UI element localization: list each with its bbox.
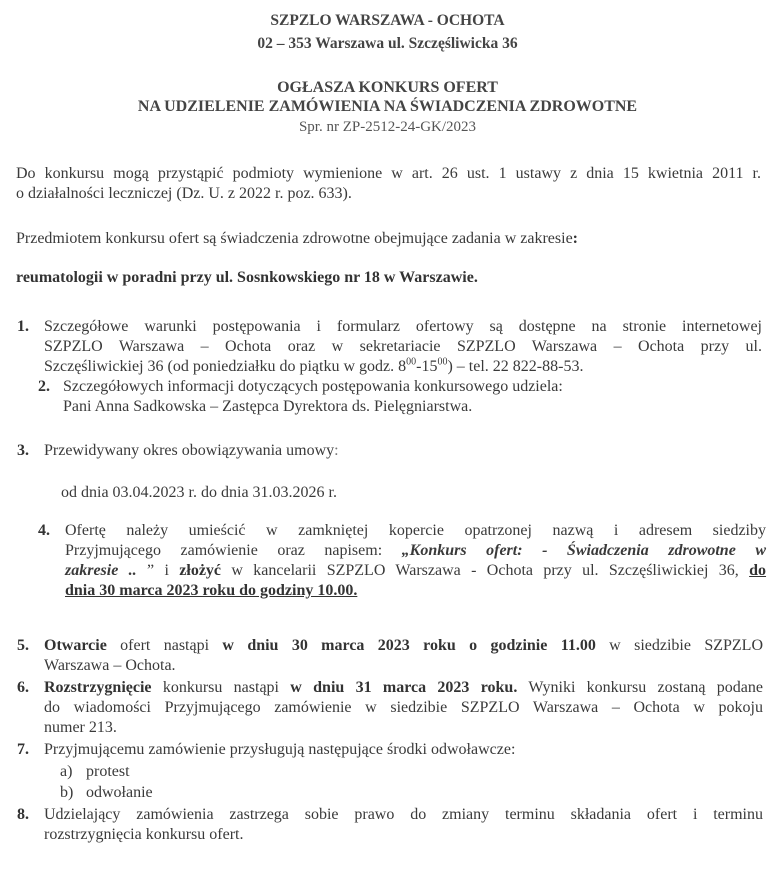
item-4-submit-word: złożyć [179, 562, 222, 579]
item-4-office: w kancelarii SZPZLO Warszawa - Ochota przy ul. Szczęśliwickiej 36, [221, 562, 750, 579]
item-6-line-3: numer 213. [44, 719, 117, 736]
item-7-line-1: Przyjmującemu zamówienie przysługują następujące środki odwoławcze: [44, 741, 516, 758]
scope-text: reumatologii w poradni przy ul. Sosnkowskiego nr 18 w Warszawie. [16, 269, 478, 286]
item-5-number: 5. [17, 637, 29, 654]
item-5-opening: Otwarcie [44, 637, 107, 654]
remedy-a [60, 762, 130, 782]
list-item-2 [38, 377, 758, 417]
item-6-text: konkursu nastąpi [151, 679, 291, 696]
list-item-8 [17, 805, 763, 845]
item-5-line-1 [44, 636, 763, 656]
intro-paragraph [16, 164, 761, 204]
item-7-number: 7. [17, 741, 29, 758]
item-1-sup-2: 00 [437, 356, 448, 368]
title-line-1: OGŁASZA KONKURS OFERT [277, 79, 498, 96]
item-6-line-1 [44, 678, 763, 698]
list-item-4 [38, 521, 766, 601]
item-1-line-2: SZPZLO Warszawa – Ochota oraz w sekretariacie SZPZLO Warszawa – Ochota przy ul. [44, 338, 762, 355]
item-3-number: 3. [17, 442, 29, 459]
case-number: Spr. nr ZP-2512-24-GK/2023 [298, 119, 477, 135]
item-1-line-1: Szczegółowe warunki postępowania i formularz ofertowy są dostępne na stronie internetowej [44, 318, 762, 335]
intro-line-2: o działalności leczniczej (Dz. U. z 2022 r. poz. 633). [16, 185, 352, 202]
org-name: SZPZLO WARSZAWA - OCHOTA [270, 12, 505, 29]
item-1-hours-end: -15 [416, 358, 438, 375]
item-4-label-text: Przyjmującego zamówienie oraz napisem: [65, 542, 402, 559]
list-item-7 [17, 740, 763, 760]
remedy-b-text: odwołanie [86, 784, 153, 801]
item-1-line-3 [44, 357, 762, 377]
remedy-a-text: protest [86, 763, 130, 780]
item-4-quote-close: ” i [147, 562, 180, 579]
item-5-text: ofert nastąpi [106, 637, 223, 654]
item-4-deadline: dnia 30 marca 2023 roku do godziny 10.00. [65, 582, 358, 599]
item-5-date: w dniu 30 marca 2023 roku o godzinie 11.00 [222, 637, 596, 654]
intro-line-1: Do konkursu mogą przystąpić podmioty wymienione w art. 26 ust. 1 ustawy z dnia 15 kwietnia 2011 r. [16, 165, 761, 182]
remedy-b [60, 783, 153, 803]
item-3-line-1: Przewidywany okres obowiązywania umowy [44, 442, 335, 459]
item-4-line-1: Ofertę należy umieścić w zamkniętej kopercie opatrzonej nazwą i adresem siedziby [65, 522, 766, 539]
subject-text: Przedmiotem konkursu ofert są świadczenia zdrowotne obejmujące zadania w zakresie [16, 230, 573, 247]
item-4-line-3 [65, 561, 766, 581]
item-4-deadline-start: do [749, 562, 767, 579]
item-8-line-2: rozstrzygnięcia konkursu ofert. [44, 826, 244, 843]
item-8-line-1: Udzielający zamówienia zastrzega sobie prawo do zmiany terminu składania ofert i terminu [44, 806, 763, 823]
subject-colon: : [572, 230, 578, 247]
item-6-number: 6. [17, 679, 29, 696]
list-item-3 [17, 441, 762, 461]
item-6-date: w dniu 31 marca 2023 roku. [290, 679, 518, 696]
item-6-results: Wyniki konkursu zostaną podane [517, 679, 764, 696]
subject-paragraph [16, 229, 761, 249]
item-4-line-2 [65, 541, 766, 561]
remedy-b-label: b) [60, 784, 74, 801]
item-6-line-2: do wiadomości Przyjmującego zamówienie w siedzibie SZPZLO Warszawa – Ochota w pokoju [44, 699, 763, 716]
list-item-1 [17, 317, 762, 377]
item-4-number: 4. [38, 522, 50, 539]
list-item-6 [17, 678, 763, 738]
title-line-2: NA UDZIELENIE ZAMÓWIENIA NA ŚWIADCZENIA ZDROWOTNE [137, 98, 638, 115]
item-8-number: 8. [17, 806, 29, 823]
item-5-place: w siedzibie SZPZLO [595, 637, 763, 654]
item-2-line-2: Pani Anna Sadkowska – Zastępca Dyrektora ds. Pielęgniarstwa. [63, 398, 473, 415]
item-2-number: 2. [38, 378, 50, 395]
org-address: 02 – 353 Warszawa ul. Szczęśliwicka 36 [257, 35, 518, 52]
item-4-envelope-label-end: zakresie .. [65, 562, 148, 579]
item-1-phone: ) – tel. 22 822-88-53. [447, 358, 584, 375]
item-4-envelope-label: „Konkurs ofert: - Świadczenia zdrowotne w [401, 542, 767, 559]
item-2-line-1: Szczegółowych informacji dotyczących postępowania konkursowego udziela: [63, 378, 563, 395]
item-3-colon: : [334, 442, 339, 459]
item-1-hours-start: Szczęśliwickiej 36 (od poniedziałku do piątku w godz. 8 [44, 358, 407, 375]
contract-period: od dnia 03.04.2023 r. do dnia 31.03.2026 r. [61, 484, 337, 501]
item-5-line-2: Warszawa – Ochota. [44, 657, 176, 674]
item-1-number: 1. [17, 318, 29, 335]
item-6-resolution: Rozstrzygnięcie [44, 679, 152, 696]
list-item-5 [17, 636, 763, 676]
remedy-a-label: a) [60, 763, 73, 780]
item-1-sup-1: 00 [406, 356, 417, 368]
